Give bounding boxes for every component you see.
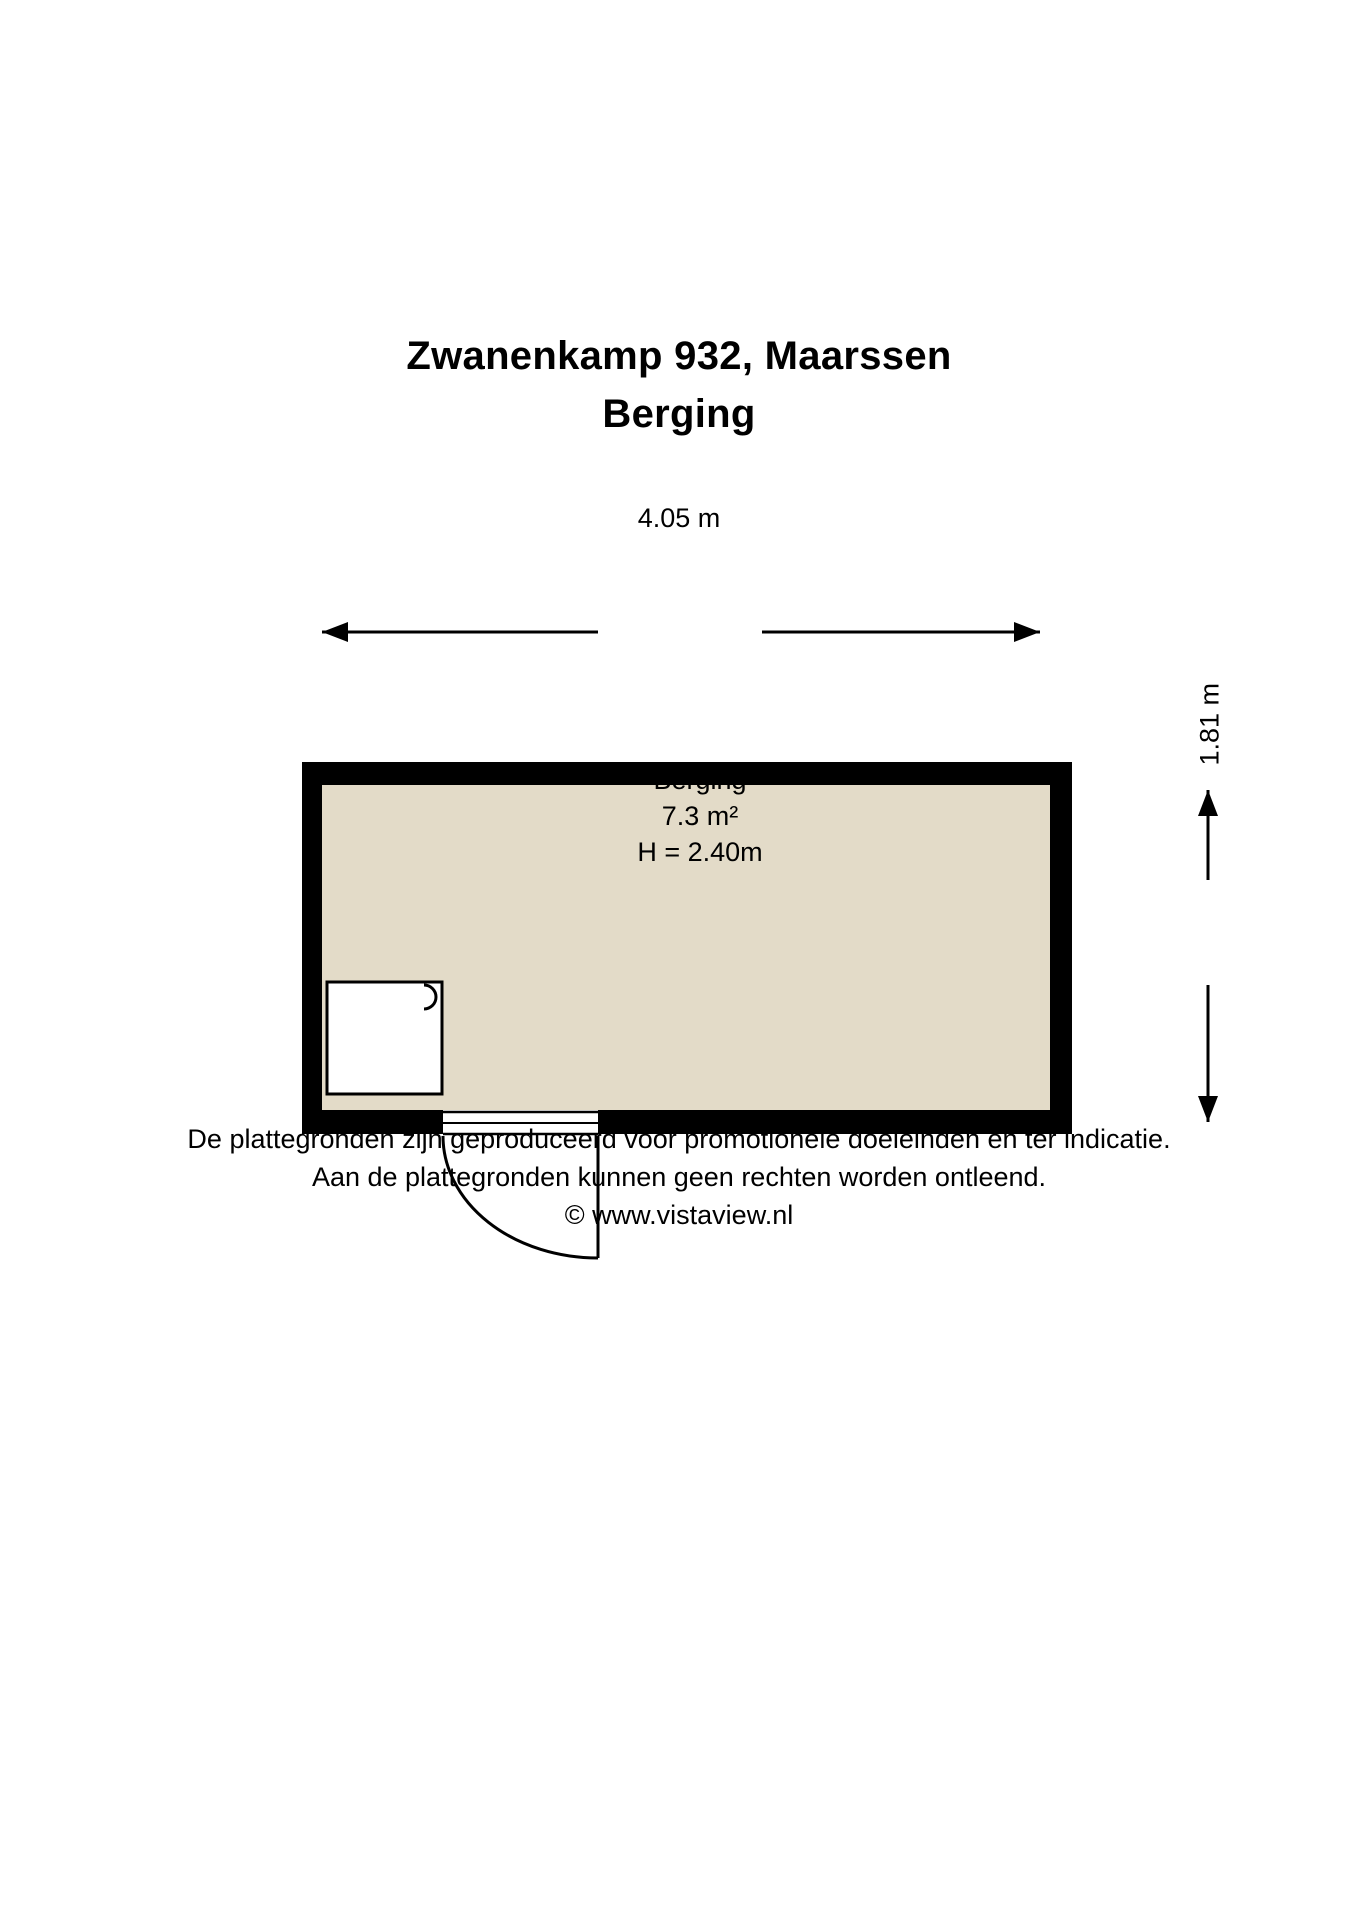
page-title: Zwanenkamp 932, Maarssen bbox=[406, 334, 952, 378]
room-name: Berging bbox=[653, 765, 747, 795]
disclaimer-footer bbox=[0, 1120, 1358, 1234]
copyright-line: © www.vistaview.nl bbox=[564, 1200, 794, 1230]
disclaimer-line-1: De plattegronden zijn geproduceerd voor promotionele doeleinden en ter indicatie. bbox=[187, 1124, 1171, 1154]
fixture-cabinet bbox=[327, 982, 442, 1094]
width-dimension-arrow bbox=[322, 622, 1040, 642]
room-area: 7.3 m² bbox=[661, 801, 739, 831]
disclaimer-line-2: Aan de plattegronden kunnen geen rechten worden ontleend. bbox=[311, 1162, 1047, 1192]
page-subtitle: Berging bbox=[602, 392, 756, 436]
room-label-group bbox=[305, 762, 1095, 870]
width-dimension-label: 4.05 m bbox=[637, 503, 721, 533]
depth-dimension-arrow bbox=[1198, 790, 1218, 1122]
room-height: H = 2.40m bbox=[637, 837, 763, 867]
depth-dimension-label: 1.81 m bbox=[1194, 682, 1225, 766]
